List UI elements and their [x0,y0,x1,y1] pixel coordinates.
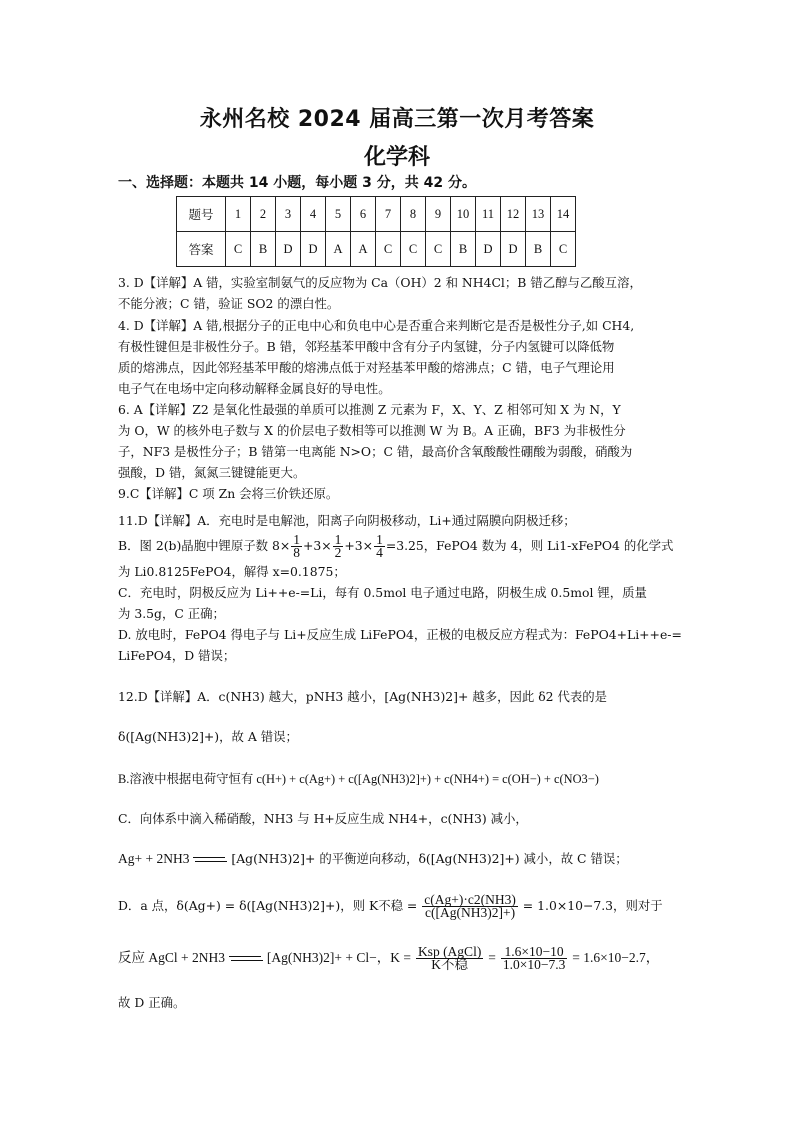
text-line: B.溶液中根据电荷守恒有 c(H+) + c(Ag+) + c([Ag(NH3)2]+) + c(NH4+) = c(OH−) + c(NO3−) [118,772,599,786]
subject-title: 化学科 [363,145,430,170]
question-number: 8 [401,197,426,232]
text-line: 12.D【详解】A．c(NH3) 越大，pNH3 越小，[Ag(NH3)2]+ 越多，因此 δ2 代表的是 [118,689,608,704]
fraction-numerator: Ksp (AgCl) [417,944,482,959]
answer-cell: C [376,232,401,267]
text-line: 强酸，D 错，氮氮三键键能更大。 [118,465,306,480]
explanation-q3 [118,272,678,314]
row-label-answer: 答案 [177,232,226,267]
text-fragment: [Ag(NH3)2]+ + Cl−，K = [266,950,411,965]
fraction [333,534,344,559]
text-fragment: = 1.0×10−7.3，则对于 [522,898,663,913]
text-line: 4. D【详解】A 错,根据分子的正电中心和负电中心是否重合来判断它是否是极性分子,如 CH4, [118,318,635,333]
text-line: 6. A【详解】Z2 是氧化性最强的单质可以推测 Z 元素为 F，X、Y、Z 相邻可知 X 为 N，Y [118,402,621,417]
question-number: 11 [476,197,501,232]
answer-cell: C [426,232,451,267]
text-line: 电子气在电场中定向移动解释金属良好的导电性。 [118,381,391,396]
text-line: 9.C【详解】C 项 Zn 会将三价铁还原。 [118,486,339,501]
question-number: 7 [376,197,401,232]
question-number: 4 [301,197,326,232]
text-line: 为 Li0.8125FePO4，解得 x=0.1875； [118,564,346,579]
row-label-number: 题号 [177,197,226,232]
answer-cell: A [326,232,351,267]
text-fragment: =3.25，FePO4 数为 4，则 Li1-xFePO4 的化学式 [385,538,674,553]
text-line: 为 O，W 的核外电子数与 X 的价层电子数相等可以推测 W 为 B。A 正确，BF3 为非极性分 [118,423,626,438]
fraction-numerator: c(Ag+)·c2(NH3) [424,892,516,907]
section-heading: 一、选择题：本题共 14 小题，每小题 3 分，共 42 分。 [118,175,476,191]
equilibrium-arrow-icon [229,954,263,964]
answer-cell: D [301,232,326,267]
fraction-numerator: 1 [376,532,383,547]
question-number: 5 [326,197,351,232]
fraction-denominator: 8 [293,545,300,560]
text-line [118,886,678,926]
fraction-denominator: K不稳 [431,957,468,972]
answer-cell: C [551,232,576,267]
explanation-q6 [118,399,678,483]
answer-cell: C [226,232,251,267]
text-fragment: [Ag(NH3)2]+ 的平衡逆向移动，δ([Ag(NH3)2]+) 减小，故 C 错误； [231,851,628,866]
fraction [416,946,483,971]
text-line: δ([Ag(NH3)2]+)，故 A 错误； [118,729,298,744]
answer-cell: D [276,232,301,267]
question-number: 6 [351,197,376,232]
text-fragment: +3× [344,538,374,553]
text-line [118,531,678,561]
question-number: 1 [226,197,251,232]
answer-cell: B [451,232,476,267]
question-number: 14 [551,197,576,232]
text-line: 子，NF3 是极性分子；B 错第一电离能 N>O；C 错，最高价含氧酸酸性硼酸为弱酸，硝酸为 [118,444,633,459]
answer-cell: D [501,232,526,267]
explanation-q12 [118,684,678,1013]
text-line: C．向体系中滴入稀硝酸，NH3 与 H+反应生成 NH4+，c(NH3) 减小， [118,811,528,826]
text-line: 有极性键但是非极性分子。B 错，邻羟基苯甲酸中含有分子内氢键，分子内氢键可以降低物 [118,339,615,354]
answer-cell: B [251,232,276,267]
text-line: 质的熔沸点，因此邻羟基苯甲酸的熔沸点低于对羟基苯甲酸的熔沸点；C 错，电子气理论用 [118,360,615,375]
fraction-numerator: 1.6×10−10 [501,946,567,959]
fraction [291,534,302,559]
text-fragment: D．a 点，δ(Ag+) = δ([Ag(NH3)2]+)，则 K不稳 = [118,898,418,913]
question-number: 9 [426,197,451,232]
fraction-denominator: 1.0×10−7.3 [502,957,566,972]
text-line: 3. D【详解】A 错，实验室制氨气的反应物为 Ca（OH）2 和 NH4Cl；B 错乙醇与乙酸互溶， [118,275,642,290]
answer-cell: C [401,232,426,267]
text-line: 为 3.5g，C 正确； [118,606,225,621]
equation-left: Ag+ + 2NH3 [118,851,190,866]
question-number: 13 [526,197,551,232]
question-number: 2 [251,197,276,232]
answer-table-answer-row [177,232,576,267]
text-fragment: B．图 2(b)晶胞中锂原子数 8× [118,538,291,553]
answer-table [176,196,576,267]
fraction [501,946,567,971]
text-line: 不能分液；C 错，验证 SO2 的漂白性。 [118,296,340,311]
text-line: 故 D 正确。 [118,995,186,1010]
answer-cell: D [476,232,501,267]
question-number: 10 [451,197,476,232]
text-fragment: = [488,950,496,965]
text-line: LiFePO4，D 错误； [118,648,236,663]
fraction-numerator: 1 [334,532,342,547]
text-line: D. 放电时，FePO4 得电子与 Li+反应生成 LiFePO4，正极的电极反应方程式为：FePO4+Li++e-= [118,627,682,642]
text-line [118,846,678,872]
answer-cell: A [351,232,376,267]
text-line: 11.D【详解】A．充电时是电解池，阳离子向阴极移动，Li+通过隔膜向阴极迁移； [118,513,576,528]
explanation-q9 [118,483,678,504]
text-line [118,938,678,978]
equilibrium-arrow-icon [193,855,227,865]
text-fragment: = 1.6×10−2.7， [572,950,660,965]
explanation-q4 [118,315,678,399]
fraction-denominator: 2 [334,545,342,560]
question-number: 12 [501,197,526,232]
fraction-denominator: 4 [376,545,383,560]
explanation-q11 [118,510,682,666]
fraction [422,894,518,919]
text-fragment: +3× [303,538,332,553]
text-line: C．充电时，阴极反应为 Li++e-=Li，每有 0.5mol 电子通过电路，阴极生成 0.5mol 锂，质量 [118,585,647,600]
fraction-numerator: 1 [293,532,300,547]
question-number: 3 [276,197,301,232]
text-fragment: 反应 AgCl + 2NH3 [118,950,225,965]
fraction-denominator: c([Ag(NH3)2]+) [425,905,516,920]
answer-cell: B [526,232,551,267]
document-title: 永州名校 2024 届高三第一次月考答案 [199,107,595,132]
answer-table-number-row [177,197,576,232]
fraction [374,534,385,559]
